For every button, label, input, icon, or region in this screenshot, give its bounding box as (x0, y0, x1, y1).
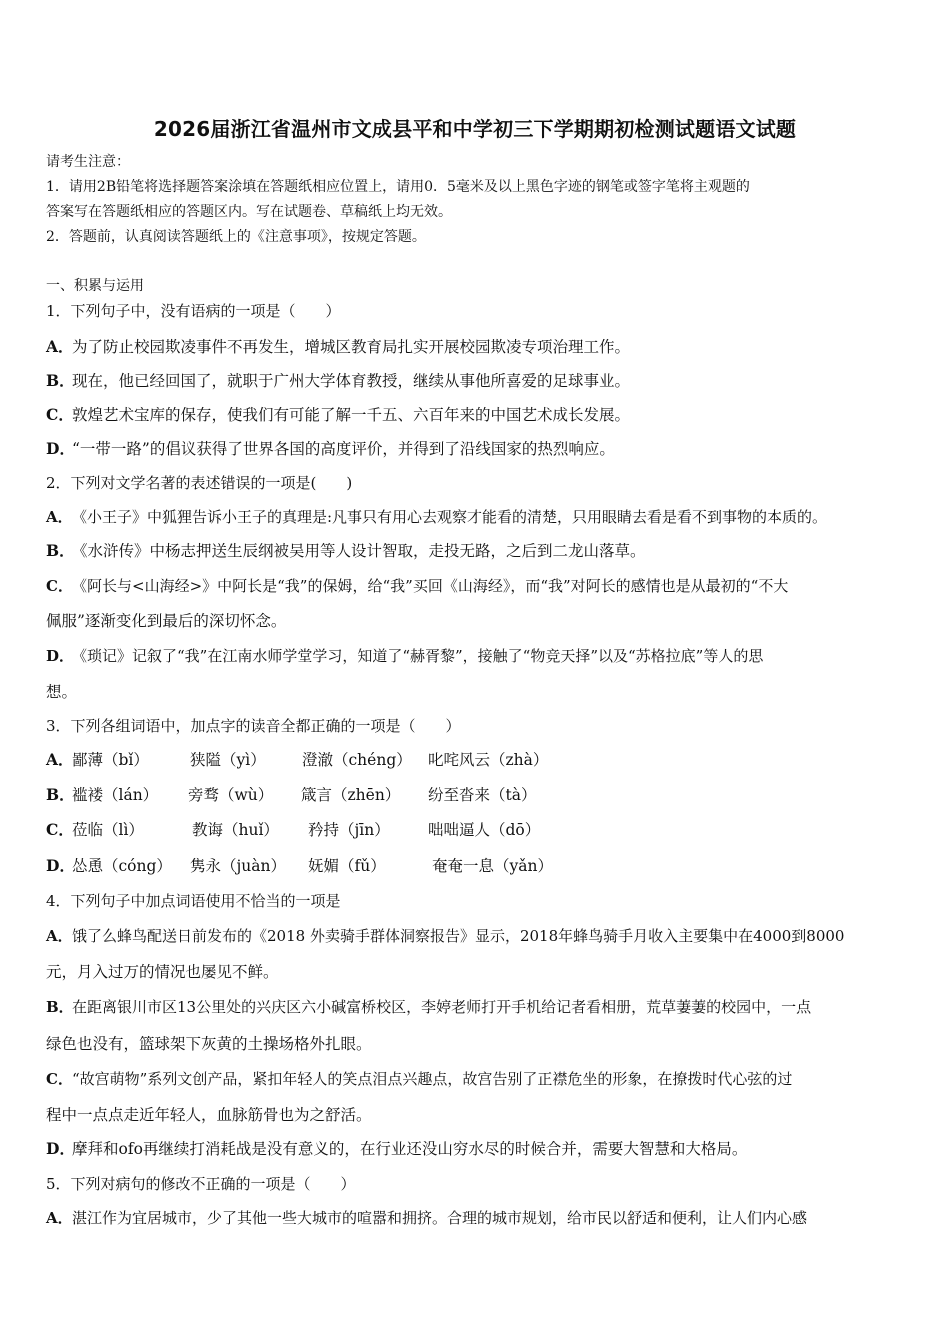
q1-option-a (46, 337, 630, 357)
option-text: 饿了么蜂鸟配送日前发布的《2018 外卖骑手群体洞察报告》显示，2018年蜂鸟骑手月收入主要集中在4000到8000 (72, 927, 845, 945)
q1-option-b (46, 371, 630, 391)
option-text: “故宫萌物”系列文创产品，紧扣年轻人的笑点泪点兴趣点，故宫告别了正襟危坐的形象，在撩拨时代心弦的过 (72, 1070, 793, 1088)
option-label: A． (46, 508, 73, 526)
option-text: 湛江作为宜居城市，少了其他一些大城市的喧嚣和拥挤。合理的城市规划，给市民以舒适和便利，让人们内心感 (72, 1209, 808, 1227)
q3-a-word-1: 鄙薄（bǐ） (72, 751, 149, 769)
option-label: A． (46, 1209, 73, 1227)
option-label: D． (46, 856, 75, 875)
q1-option-c (46, 405, 630, 425)
notice-1b: 答案写在答题纸相应的答题区内。写在试题卷、草稿纸上均无效。 (46, 204, 452, 220)
q3-b-word-3: 箴言（zhēn） (301, 786, 401, 804)
option-label: B． (46, 998, 74, 1016)
q3-a-word-3: 澄澈（chéng） (302, 751, 412, 769)
q3-d-word-4: 奄奄一息（yǎn） (432, 857, 553, 875)
q4-option-c (46, 1069, 792, 1089)
q3-option-d (46, 856, 75, 876)
q1-option-d (46, 439, 615, 459)
option-label: A． (46, 750, 74, 769)
option-label: B． (46, 371, 75, 390)
q5-stem: 5．下列对病句的修改不正确的一项是（ ） (46, 1175, 356, 1193)
option-label: B． (46, 785, 75, 804)
notice-1a: 1．请用2B铅笔将选择题答案涂填在答题纸相应位置上，请用0．5毫米及以上黑色字迹的钢笔或签字笔将主观题的 (46, 179, 750, 195)
option-text: 《阿长与<山海经>》中阿长是“我”的保姆，给“我”买回《山海经》，而“我”对阿长的感情也是从最初的“不大 (72, 577, 789, 595)
q2-option-d (46, 646, 763, 666)
option-text: “一带一路”的倡议获得了世界各国的高度评价，并得到了沿线国家的热烈响应。 (72, 440, 615, 458)
q2-option-c (46, 576, 788, 596)
option-label: B． (46, 541, 75, 560)
option-label: D． (46, 439, 75, 458)
q3-d-word-1: 怂恿（cóng） (72, 857, 172, 875)
q3-c-word-1: 莅临（lì） (72, 821, 144, 839)
q4-option-b (46, 997, 811, 1017)
q3-option-c (46, 820, 72, 840)
q3-c-word-2: 教诲（huǐ） (192, 821, 279, 839)
q3-option-b (46, 785, 75, 805)
notice-2: 2．答题前，认真阅读答题纸上的《注意事项》，按规定答题。 (46, 229, 426, 245)
q3-a-word-2: 狭隘（yì） (190, 751, 266, 769)
q3-option-a (46, 750, 72, 770)
option-label: C． (46, 1070, 73, 1088)
q4-option-a (46, 926, 844, 946)
q3-b-word-1: 褴褛（lán） (72, 786, 159, 804)
q3-stem: 3．下列各组词语中，加点字的读音全都正确的一项是（ ） (46, 717, 461, 735)
q3-d-word-2: 隽永（juàn） (190, 857, 287, 875)
option-label: A． (46, 927, 73, 945)
section-heading: 一、积累与运用 (46, 278, 144, 294)
option-text: 现在，他已经回国了，就职于广州大学体育教授，继续从事他所喜爱的足球事业。 (72, 372, 631, 390)
q2-option-a (46, 507, 827, 527)
q3-c-word-4: 咄咄逼人（dō） (428, 821, 541, 839)
option-label: C． (46, 577, 73, 595)
q4-option-b-cont: 绿色也没有，篮球架下灰黄的土操场格外扎眼。 (46, 1035, 372, 1053)
option-label: A． (46, 337, 74, 356)
q3-d-word-3: 妩媚（fǔ） (308, 857, 386, 875)
option-text: 《小王子》中狐狸告诉小王子的真理是:凡事只有用心去观察才能看的清楚，只用眼睛去看是看不到事物的本质的。 (72, 508, 828, 526)
option-label: D． (46, 1139, 75, 1158)
q4-option-d (46, 1139, 747, 1159)
q2-option-d-cont: 想。 (46, 683, 78, 701)
notice-heading: 请考生注意： (46, 154, 130, 170)
q3-b-word-4: 纷至沓来（tà） (428, 786, 537, 804)
option-text: 在距离银川市区13公里处的兴庆区六小碱富桥校区，李婷老师打开手机给记者看相册，荒草萋萋的校园中，一点 (72, 998, 812, 1016)
option-label: D． (46, 647, 75, 665)
q2-option-b (46, 541, 646, 561)
q4-stem: 4．下列句子中加点词语使用不恰当的一项是 (46, 892, 341, 910)
q1-stem: 1．下列句子中，没有语病的一项是（ ） (46, 302, 341, 320)
option-label: C． (46, 820, 74, 839)
page-title: 2026届浙江省温州市文成县平和中学初三下学期期初检测试题语文试题 (153, 117, 797, 141)
q2-stem: 2．下列对文学名著的表述错误的一项是( ) (46, 474, 353, 492)
option-label: C． (46, 405, 74, 424)
q2-option-c-cont: 佩服”逐渐变化到最后的深切怀念。 (46, 612, 287, 630)
q5-option-a (46, 1208, 807, 1228)
option-text: 为了防止校园欺凌事件不再发生，增城区教育局扎实开展校园欺凌专项治理工作。 (72, 338, 631, 356)
q4-option-c-cont: 程中一点点走近年轻人，血脉筋骨也为之舒活。 (46, 1106, 372, 1124)
q3-b-word-2: 旁骛（wù） (188, 786, 274, 804)
option-text: 《水浒传》中杨志押送生辰纲被吴用等人设计智取，走投无路，之后到二龙山落草。 (72, 542, 646, 560)
option-text: 《琐记》记叙了“我”在江南水师学堂学习，知道了“赫胥黎”，接触了“物竞天择”以及“苏格拉底”等人的思 (72, 647, 764, 665)
q3-c-word-3: 矜持（jīn） (308, 821, 390, 839)
q4-option-a-cont: 元，月入过万的情况也屡见不鲜。 (46, 963, 279, 981)
option-text: 摩拜和ofo再继续打消耗战是没有意义的，在行业还没山穷水尽的时候合并，需要大智慧和大格局。 (72, 1140, 748, 1158)
option-text: 敦煌艺术宝库的保存，使我们有可能了解一千五、六百年来的中国艺术成长发展。 (72, 406, 631, 424)
q3-a-word-4: 叱咤风云（zhà） (428, 751, 549, 769)
